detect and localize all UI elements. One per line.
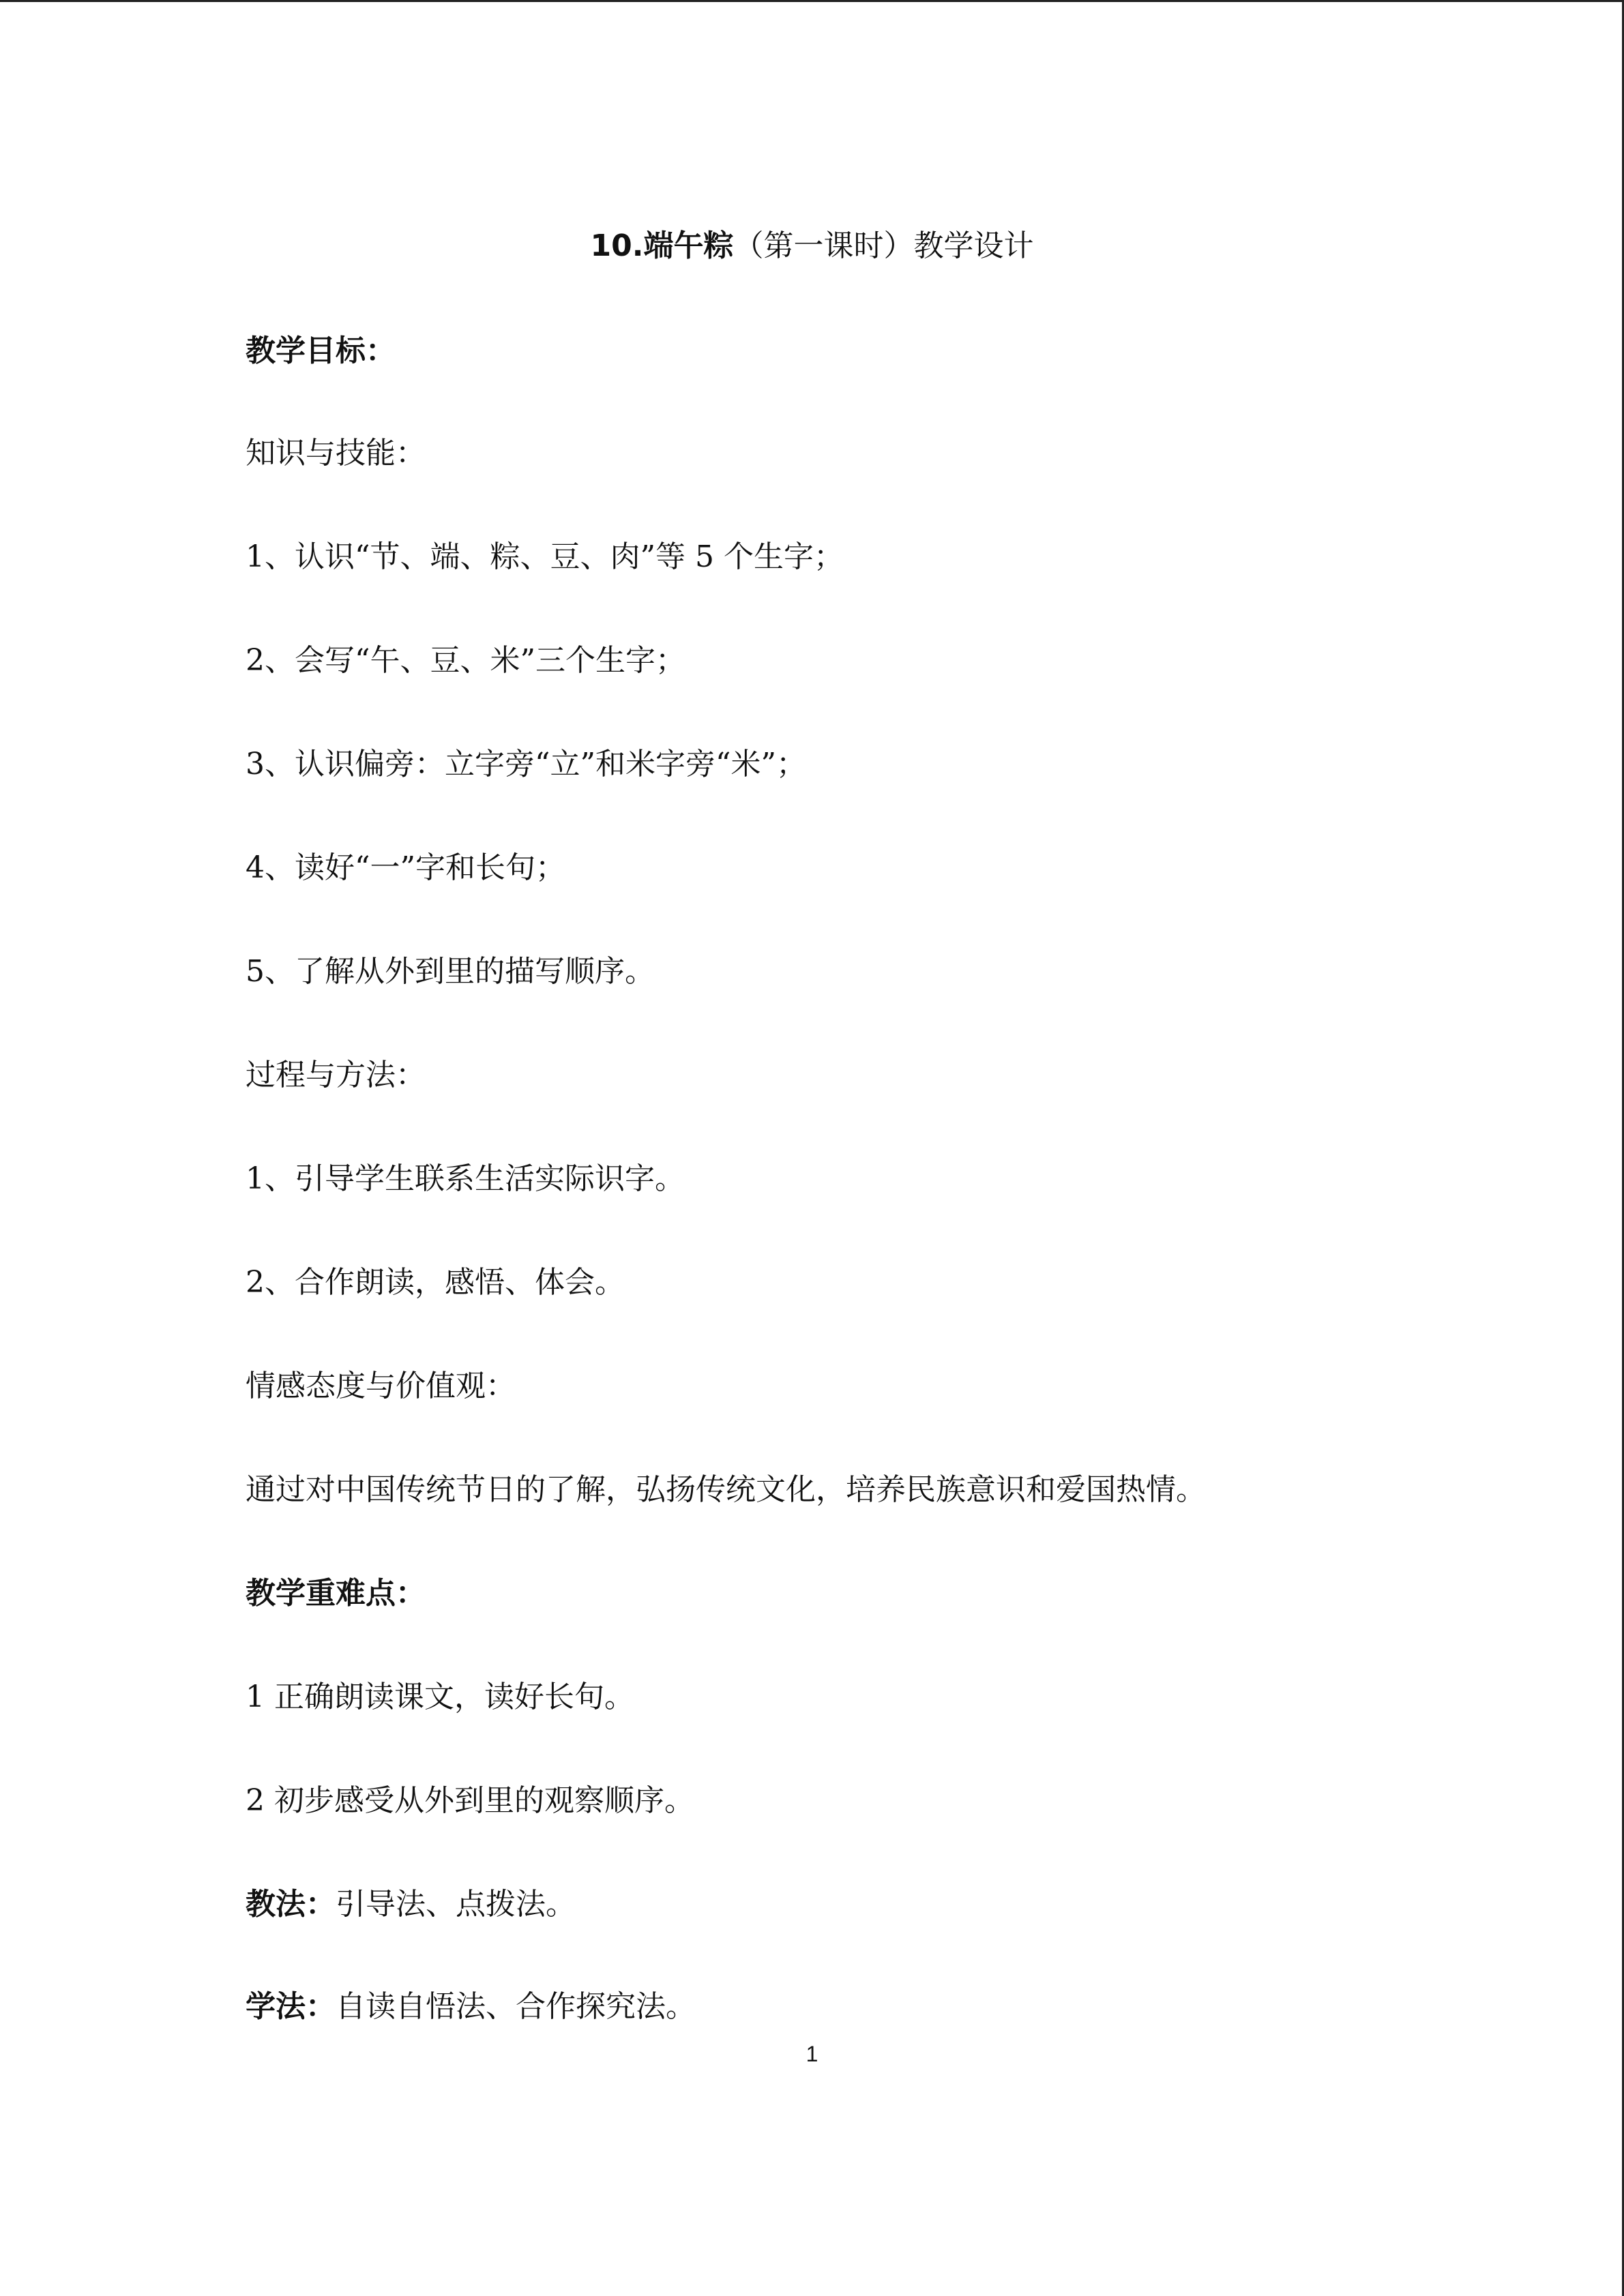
knowledge-item: 4、读好“一”字和长句； <box>246 850 565 885</box>
title-subtitle: （第一课时）教学设计 <box>733 228 1034 263</box>
objectives-heading: 教学目标： <box>246 333 396 368</box>
teaching-method-text: 引导法、点拨法。 <box>336 1887 576 1922</box>
top-border-line <box>0 0 1624 2</box>
key-points-heading: 教学重难点： <box>246 1576 426 1611</box>
learning-method-text: 自读自悟法、合作探究法。 <box>336 1989 696 2024</box>
teaching-method-label: 教法： <box>246 1887 336 1922</box>
knowledge-heading: 知识与技能： <box>246 436 426 471</box>
teaching-method <box>246 1881 576 1928</box>
emotion-heading: 情感态度与价值观： <box>246 1369 516 1403</box>
page-number: 1 <box>806 2042 818 2066</box>
learning-method <box>246 1983 696 2031</box>
knowledge-item: 3、认识偏旁：立字旁“立”和米字旁“米”； <box>246 747 806 781</box>
process-heading: 过程与方法： <box>246 1058 426 1092</box>
knowledge-item: 1、认识“节、端、粽、豆、肉”等 5 个生字； <box>246 539 844 574</box>
learning-method-label: 学法： <box>246 1989 336 2024</box>
process-item: 2、合作朗读，感悟、体会。 <box>246 1265 625 1300</box>
knowledge-item: 2、会写“午、豆、米”三个生字； <box>246 643 685 678</box>
key-point-item: 2 初步感受从外到里的观察顺序。 <box>246 1783 694 1818</box>
knowledge-item: 5、了解从外到里的描写顺序。 <box>246 954 655 989</box>
key-point-item: 1 正确朗读课文，读好长句。 <box>246 1680 634 1714</box>
document-title <box>0 222 1624 270</box>
title-lesson-name: 10.端午粽 <box>590 228 734 263</box>
process-item: 1、引导学生联系生活实际识字。 <box>246 1161 685 1196</box>
emotion-text: 通过对中国传统节日的了解，弘扬传统文化，培养民族意识和爱国热情。 <box>246 1472 1206 1507</box>
